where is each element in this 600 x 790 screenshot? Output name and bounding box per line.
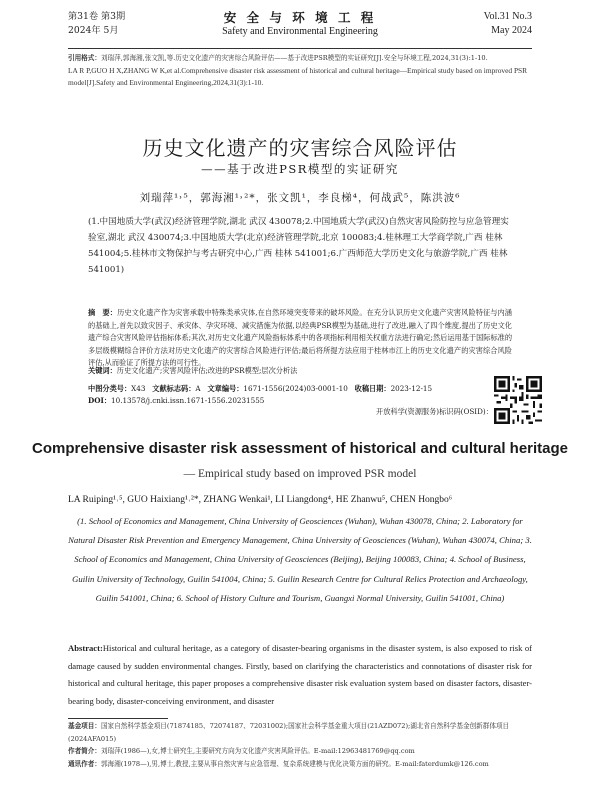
received-label: 收稿日期：: [354, 384, 391, 393]
corresponding-text: 郭海湘(1978—),男,博士,教授,主要从事自然灾害与应急管理、复杂系统建模与优化决策方面的研究。E-mail:faterdumk@126.com: [100, 759, 489, 768]
article-no-value: 1671-1556(2024)03-0001-10: [243, 384, 348, 393]
clc-label: 中图分类号：: [88, 384, 132, 393]
abstract-text: 历史文化遗产作为灾害承载中特殊类承灾体,在自然环境突变带来的破坏风险。在充分认识历史文化遗产灾害风险特征与内涵的基础上,首先以致灾因子、承灾体、孕灾环境、减灾措施为依据,以经典PSR模型为基础,进行了改进,融入了四个维度,提出了历史文化遗产综合灾害风险评估指标体系;其次,对历史文化遗产风险指标体系中的各项指标利用相关权重方法进行确定;然后运用基于国际标准的多层级模糊综合评价方法对历史文化遗产的灾害综合风险进行评估;最后将所提方法应用于桂林市江上的历史文化遗产的灾害综合风险评估,从而验证了所提方法的可行性。: [88, 308, 513, 368]
received-value: 2023-12-15: [390, 384, 433, 393]
english-affiliations: (1. School of Economics and Management, China University of Geosciences (Wuhan), Wuhan 430078, China; 2. Laboratory for Natural Disaster Risk Prevention and Emergency Management, China University of Geosciences (Wuhan), Wuhan 430074, China; 3. School of Economics and Management, China University of Geosciences (Beijing), Beijing 100083, China; 4. School of Business, Guilin University of Technology, Guilin 541004, China; 5. Guilin Research Centre for Cultural Relics Protection and Archaeology, Guilin 541001, China; 6. School of History Culture and Tourism, Guangxi Normal University, Guilin 541001, China): [68, 516, 532, 603]
keywords-text: 历史文化遗产;灾害风险评估;改进的PSR模型;层次分析法: [116, 366, 298, 375]
citation-format: [68, 52, 532, 90]
volume-cn: 第31卷 第3期: [68, 11, 126, 22]
citation-cn: 刘瑞萍,郭海湘,张文凯,等.历史文化遗产的灾害综合风险评估——基于改进PSR模型的实证研究[J].安全与环境工程,2024,31(3):1-10.: [100, 54, 488, 62]
fund-text: 国家自然科学基金项目(71874185、72074187、72031002);国家社会科学基金重大项目(21AZD072);湖北省自然科学基金创新群体项目(2024AFA015): [68, 722, 510, 743]
footnote-rule: [68, 718, 168, 719]
doi-label: DOI：: [88, 396, 112, 405]
english-title: Comprehensive disaster risk assessment of historical and cultural heritage: [31, 440, 569, 457]
qr-code-icon[interactable]: [494, 376, 542, 424]
affiliations: (1.中国地质大学(武汉)经济管理学院,湖北 武汉 430078;2.中国地质大学(武汉)自然灾害风险防控与应急管理实验室,湖北 武汉 430074;3.中国地质大学(北京)经济管理学院,北京 100083;4.桂林理工大学商学院,广西 桂林 541004;5.桂林市文物保护与考古研究中心,广西 桂林 541001;6.广西师范大学历史文化与旅游学院,广西 桂林 541001): [88, 217, 509, 275]
osid-label: 开放科学(资源服务)标识码(OSID)：: [376, 407, 493, 416]
page-subtitle: ——基于改进PSR模型的实证研究: [201, 162, 399, 176]
corresponding-label: 通讯作者：: [68, 759, 101, 768]
date-en: May 2024: [491, 25, 532, 36]
citation-en: LA R P,GUO H X,ZHANG W K,et al.Comprehensive disaster risk assessment of historical and cultural heritage—Empirical study based on improved PSR model[J].Safety and Environmental Engineering,2024,31(3):1-10.: [68, 65, 528, 88]
english-abstract-label: Abstract:: [68, 643, 103, 653]
header-right: [484, 10, 532, 38]
journal-name-en: Safety and Environmental Engineering: [222, 26, 378, 37]
english-authors: LA Ruiping¹˒⁵, GUO Haixiang¹˒²*, ZHANG Wenkai¹, LI Liangdong⁴, HE Zhanwu⁵, CHEN Hongbo⁶: [68, 495, 453, 505]
english-subtitle: — Empirical study based on improved PSR model: [183, 468, 417, 480]
author-bio-label: 作者简介：: [68, 747, 101, 756]
abstract-label: 摘 要：: [88, 308, 118, 317]
article-meta: [88, 383, 432, 407]
author-bio-text: 刘瑞萍(1986—),女,博士研究生,主要研究方向为文化遗产灾害风险评估。E-mail:12963481769@qq.com: [100, 747, 415, 756]
clc-value: X43: [131, 384, 146, 393]
keywords-label: 关键词：: [88, 366, 117, 375]
header-rule: [68, 48, 532, 49]
english-abstract: [68, 640, 532, 710]
keywords: [88, 365, 512, 378]
volume-en: Vol.31 No.3: [483, 11, 532, 22]
doc-label: 文献标志码：: [152, 384, 196, 393]
doi-value: 10.13578/j.cnki.issn.1671-1556.20231555: [111, 396, 265, 405]
running-header: [68, 10, 532, 44]
footnote: [68, 720, 532, 770]
journal-name-cn: 安 全 与 环 境 工 程: [223, 10, 377, 25]
date-cn: 2024年 5月: [68, 25, 119, 36]
author-list: 刘瑞萍¹˒⁵，郭海湘¹˒²*，张文凯¹，李良梯⁴，何战武⁵，陈洪波⁶: [139, 192, 461, 204]
doc-value: A: [195, 384, 201, 393]
fund-label: 基金项目：: [68, 722, 101, 730]
page-title: 历史文化遗产的灾害综合风险评估: [142, 136, 458, 160]
article-no-label: 文章编号：: [207, 384, 244, 393]
citation-label: 引用格式：: [68, 54, 101, 62]
english-abstract-text: Historical and cultural heritage, as a category of disaster-bearing organisms in the disaster system, is also exposed to risk of damage caused by sudden environmental changes. Firstly, based on clarifying the characteristics and connotations of disaster risk for historical and cultural heritage, this paper proposes a comprehensive disaster risk evaluation system based on disaster factors, disaster-bearing body, disaster-conceiving environment, and disaster: [68, 643, 532, 706]
abstract-cn: [88, 307, 512, 370]
header-center: [68, 10, 532, 39]
